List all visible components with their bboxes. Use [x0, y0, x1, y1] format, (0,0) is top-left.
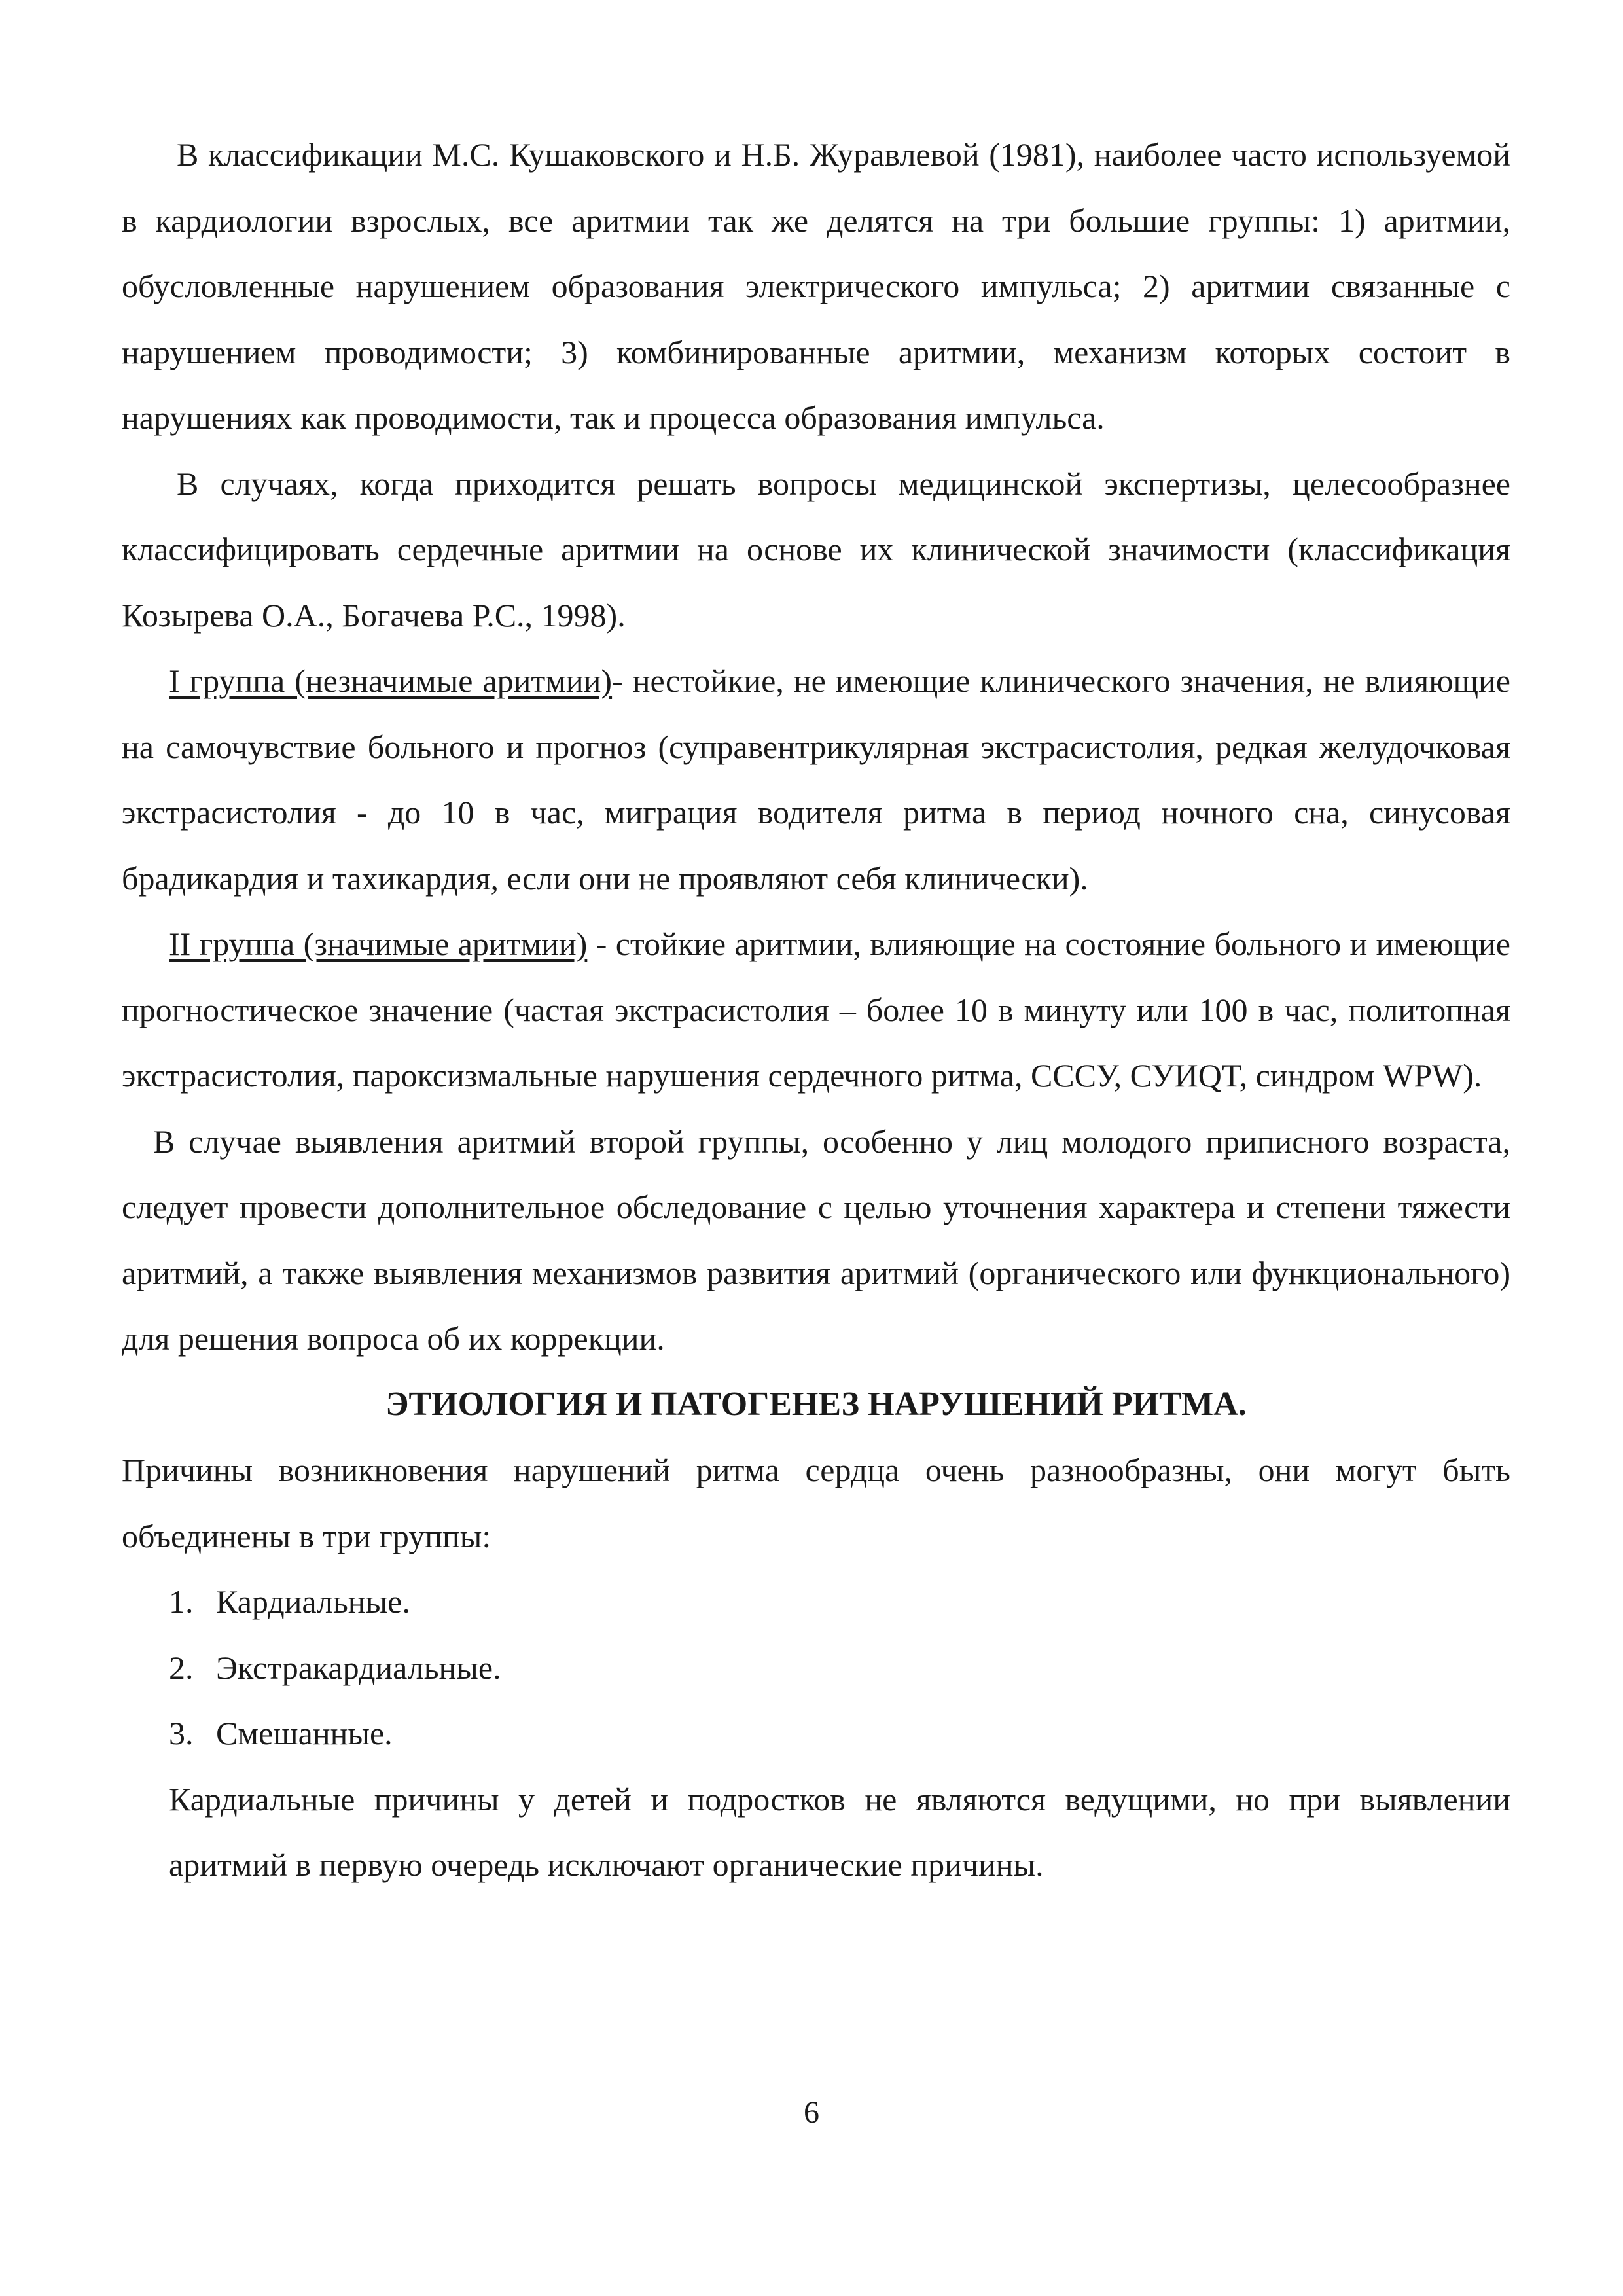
paragraph-cardiac-causes: Кардиальные причины у детей и подростков не являются ведущими, но при выявлении аритмий в первую очередь исключают органические причины. — [169, 1780, 1510, 1883]
document-page — [122, 122, 1510, 1898]
group-1-text: - нестойкие, не имеющие клинического значения, не влияющие на самочувствие больного и прогноз (суправентрикулярная экстрасистолия, редкая желудочковая экстрасистолия - до 10 в час, миграция водителя ритма в период ночного сна, синусовая брадикардия и тахикардия, если они не проявляют себя клинически). — [122, 662, 1510, 897]
group-1-title: I группа (незначимые аритмии) — [169, 662, 613, 699]
list-item — [122, 1569, 1510, 1635]
list-item-text: Смешанные. — [216, 1715, 393, 1751]
paragraph-causes-intro: Причины возникновения нарушений ритма сердца очень разнообразны, они могут быть объединены в три группы: — [122, 1452, 1510, 1554]
paragraph-group-2 — [122, 911, 1510, 1109]
causes-list — [122, 1569, 1510, 1767]
section-heading-etiology: ЭТИОЛОГИЯ И ПАТОГЕНЕЗ НАРУШЕНИЙ РИТМА. — [385, 1385, 1247, 1423]
group-2-text: - стойкие аритмии, влияющие на состояние больного и имеющие прогностическое значение (частая экстрасистолия – более 10 в минуту или 100 в час, политопная экстрасистолия, пароксизмальные нарушения сердечного ритма, СССУ, СУИQT, синдром WPW). — [122, 925, 1510, 1094]
paragraph-group-1 — [122, 648, 1510, 911]
list-item-number: 1. — [169, 1583, 194, 1620]
paragraph-classification-kushakovsky: В классификации М.С. Кушаковского и Н.Б. Журавлевой (1981), наиболее часто используемой в кардиологии взрослых, все аритмии так же делятся на три большие группы: 1) аритмии, обусловленные нарушением образования электрического импульса; 2) аритмии связанные с нарушением проводимости; 3) комбинированные аритмии, механизм которых состоит в нарушениях как проводимости, так и процесса образования импульса. — [122, 136, 1510, 436]
cardiac-causes-block — [122, 1767, 1510, 1898]
list-item-text: Кардиальные. — [216, 1583, 410, 1620]
list-item-text: Экстракардиальные. — [216, 1649, 501, 1686]
paragraph-second-group-followup: В случае выявления аритмий второй группы, особенно у лиц молодого приписного возраста, следует провести дополнительное обследование с целью уточнения характера и степени тяжести аритмий, а также выявления механизмов развития аритмий (органического или функционального) для решения вопроса об их коррекции. — [122, 1122, 1510, 1357]
paragraph-expertise: В случаях, когда приходится решать вопросы медицинской экспертизы, целесообразнее классифицировать сердечные аритмии на основе их клинической значимости (классификация Козырева О.А., Богачева Р.С., 1998). — [122, 465, 1510, 634]
list-item — [122, 1635, 1510, 1701]
group-2-title: II группа (значимые аритмии) — [169, 925, 588, 962]
page-number: 6 — [804, 2095, 819, 2130]
list-item — [122, 1700, 1510, 1767]
list-item-number: 3. — [169, 1715, 194, 1751]
list-item-number: 2. — [169, 1649, 194, 1686]
